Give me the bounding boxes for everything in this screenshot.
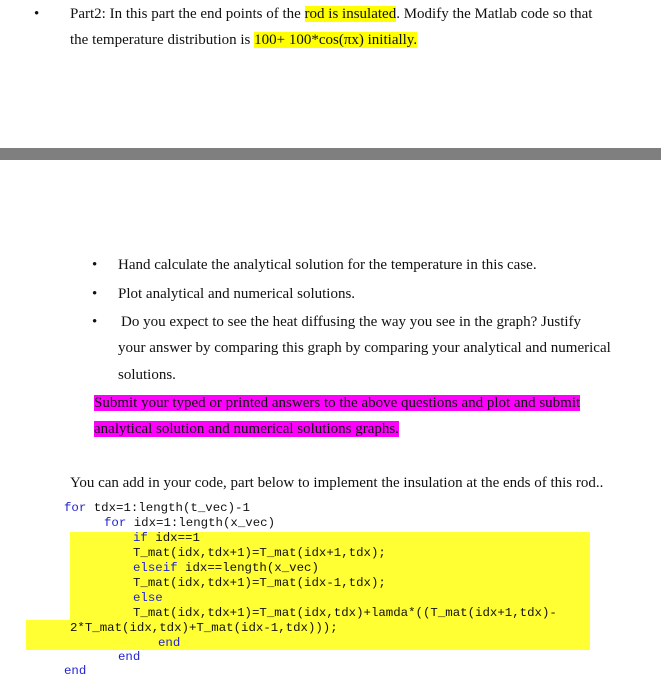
part2-text: . Modify the Matlab code so that bbox=[396, 6, 593, 22]
highlight-initial-condition: 100+ 100*cos(πx) initially. bbox=[254, 32, 418, 48]
task-item-3-line-3: solutions. bbox=[118, 367, 176, 383]
keyword: end bbox=[64, 664, 87, 678]
keyword: end bbox=[118, 650, 141, 664]
code-line bbox=[133, 561, 319, 576]
keyword: if bbox=[133, 531, 148, 545]
task-item-3-line-1: Do you expect to see the heat diffusing the way you see in the graph? Justify bbox=[121, 314, 582, 330]
bullet: • bbox=[92, 257, 98, 273]
keyword: for bbox=[64, 501, 87, 515]
keyword: for bbox=[104, 516, 127, 530]
task-item-1: Hand calculate the analytical solution for the temperature in this case. bbox=[118, 257, 537, 273]
code-text: idx=1:length(x_vec) bbox=[126, 516, 276, 530]
divider-bar bbox=[0, 148, 661, 160]
code-line bbox=[133, 531, 200, 546]
code-line bbox=[64, 664, 86, 679]
keyword: elseif bbox=[133, 561, 178, 575]
bullet: • bbox=[34, 6, 40, 22]
task-item-2: Plot analytical and numerical solutions. bbox=[118, 286, 356, 302]
code-line bbox=[104, 516, 275, 531]
keyword: end bbox=[158, 636, 181, 650]
code-line: T_mat(idx,tdx+1)=T_mat(idx-1,tdx); bbox=[133, 576, 386, 590]
code-line bbox=[118, 650, 140, 665]
code-line: 2*T_mat(idx,tdx)+T_mat(idx-1,tdx))); bbox=[70, 621, 338, 635]
highlight-rod-insulated: rod is insulated bbox=[304, 6, 397, 22]
code-line bbox=[158, 636, 180, 651]
code-text: tdx=1:length(t_vec)-1 bbox=[86, 501, 250, 515]
code-line bbox=[64, 501, 250, 516]
code-text: idx==length(x_vec) bbox=[177, 561, 319, 575]
bullet: • bbox=[92, 314, 98, 330]
code-intro: You can add in your code, part below to implement the insulation at the ends of this rod.. bbox=[70, 475, 604, 491]
bullet: • bbox=[92, 286, 98, 302]
part2-text: Part2: In this part the end points of the bbox=[70, 6, 305, 22]
submit-note-text: analytical solution and numerical solutions graphs. bbox=[94, 421, 399, 437]
part2-line-1 bbox=[70, 4, 592, 24]
submit-note-text: Submit your typed or printed answers to the above questions and plot and submit bbox=[94, 395, 581, 411]
submit-note-line-1 bbox=[94, 393, 580, 413]
part2-line-2 bbox=[70, 30, 417, 50]
task-item-3-line-2: your answer by comparing this graph by comparing your analytical and numerical bbox=[118, 340, 611, 356]
keyword: else bbox=[133, 591, 163, 605]
code-text: idx==1 bbox=[147, 531, 200, 545]
submit-note-line-2 bbox=[94, 419, 399, 439]
code-line bbox=[133, 591, 163, 606]
part2-text: the temperature distribution is bbox=[70, 32, 255, 48]
code-line: T_mat(idx,tdx+1)=T_mat(idx,tdx)+lamda*((T_mat(idx+1,tdx)- bbox=[133, 606, 557, 620]
code-line: T_mat(idx,tdx+1)=T_mat(idx+1,tdx); bbox=[133, 546, 386, 560]
